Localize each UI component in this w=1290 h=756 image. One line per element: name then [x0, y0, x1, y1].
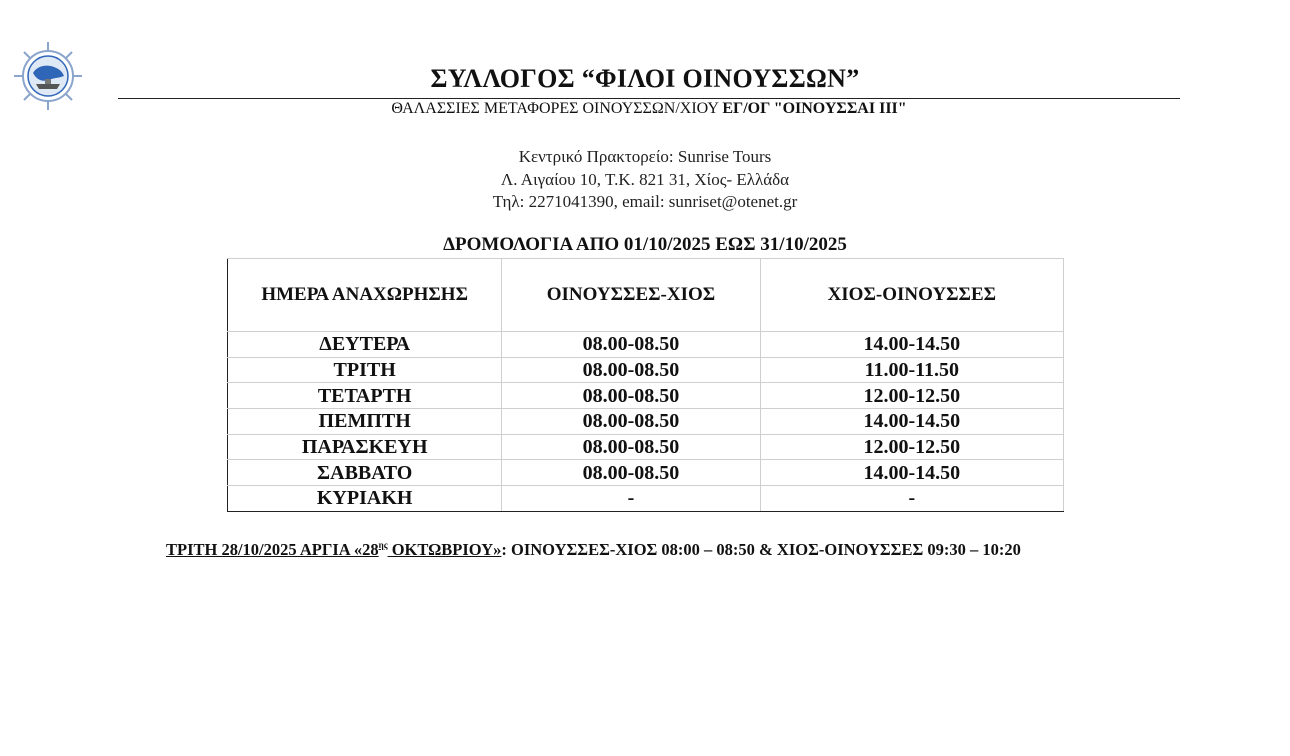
office-info	[0, 146, 1290, 214]
return-time: 14.00-14.50	[760, 409, 1063, 435]
return-time: 14.00-14.50	[760, 460, 1063, 486]
day-cell: ΤΕΤΑΡΤΗ	[228, 383, 502, 409]
day-cell: ΤΡΙΤΗ	[228, 357, 502, 383]
day-cell: ΣΑΒΒΑΤΟ	[228, 460, 502, 486]
table-row	[228, 460, 1064, 486]
return-time: 11.00-11.50	[760, 357, 1063, 383]
return-time: 12.00-12.50	[760, 434, 1063, 460]
header-oinousses-chios: ΟΙΝΟΥΣΣΕΣ-ΧΙΟΣ	[502, 259, 760, 332]
table-row	[228, 357, 1064, 383]
table-row	[228, 434, 1064, 460]
title-divider	[118, 98, 1180, 99]
outbound-time: 08.00-08.50	[502, 409, 760, 435]
holiday-note-date: ΤΡΙΤΗ 28/10/2025 ΑΡΓΙΑ «28	[166, 540, 379, 559]
outbound-time: 08.00-08.50	[502, 357, 760, 383]
office-contact: Τηλ: 2271041390, email: sunriset@otenet.gr	[492, 192, 798, 211]
header-chios-oinousses: ΧΙΟΣ-ΟΙΝΟΥΣΣΕΣ	[760, 259, 1063, 332]
day-cell: ΚΥΡΙΑΚΗ	[228, 486, 502, 512]
return-time: 12.00-12.50	[760, 383, 1063, 409]
day-cell: ΠΕΜΠΤΗ	[228, 409, 502, 435]
vessel-name: ΕΓ/ΟΓ "ΟΙΝΟΥΣΣΑΙ ΙΙΙ"	[722, 100, 907, 117]
outbound-time: 08.00-08.50	[502, 332, 760, 358]
subtitle-plain: ΘΑΛΑΣΣΙΕΣ ΜΕΤΑΦΟΡΕΣ ΟΙΝΟΥΣΣΩΝ/ΧΙΟΥ	[391, 100, 723, 117]
office-address: Λ. Αιγαίου 10, Τ.Κ. 821 31, Χίος- Ελλάδα	[500, 169, 790, 189]
header-day: ΗΜΕΡΑ ΑΝΑΧΩΡΗΣΗΣ	[228, 259, 502, 332]
schedule-period: ΔΡΟΜΟΛΟΓΙΑ ΑΠΟ 01/10/2025 ΕΩΣ 31/10/2025	[443, 234, 847, 255]
table-header-row	[228, 259, 1064, 332]
holiday-note	[166, 540, 1021, 560]
outbound-time: 08.00-08.50	[502, 383, 760, 409]
office-agency: Κεντρικό Πρακτορείο: Sunrise Tours	[518, 147, 772, 166]
outbound-time: -	[502, 486, 760, 512]
table-row	[228, 383, 1064, 409]
table-row	[228, 332, 1064, 358]
return-time: -	[760, 486, 1063, 512]
holiday-note-month: ΟΚΤΩΒΡΙΟΥ»	[387, 540, 502, 559]
table-row	[228, 486, 1064, 512]
day-cell: ΔΕΥΤΕΡΑ	[228, 332, 502, 358]
holiday-note-ordinal: ης	[378, 540, 388, 550]
outbound-time: 08.00-08.50	[502, 460, 760, 486]
outbound-time: 08.00-08.50	[502, 434, 760, 460]
schedule-table	[227, 258, 1064, 512]
day-cell: ΠΑΡΑΣΚΕΥΗ	[228, 434, 502, 460]
holiday-note-times: : ΟΙΝΟΥΣΣΕΣ-ΧΙΟΣ 08:00 – 08:50 & ΧΙΟΣ-ΟΙΝΟΥΣΣΕΣ 09:30 – 10:20	[501, 540, 1021, 559]
association-title: ΣΥΛΛΟΓΟΣ “ΦΙΛΟΙ ΟΙΝΟΥΣΣΩΝ”	[430, 64, 860, 93]
return-time: 14.00-14.50	[760, 332, 1063, 358]
service-subtitle	[0, 100, 1290, 118]
table-row	[228, 409, 1064, 435]
